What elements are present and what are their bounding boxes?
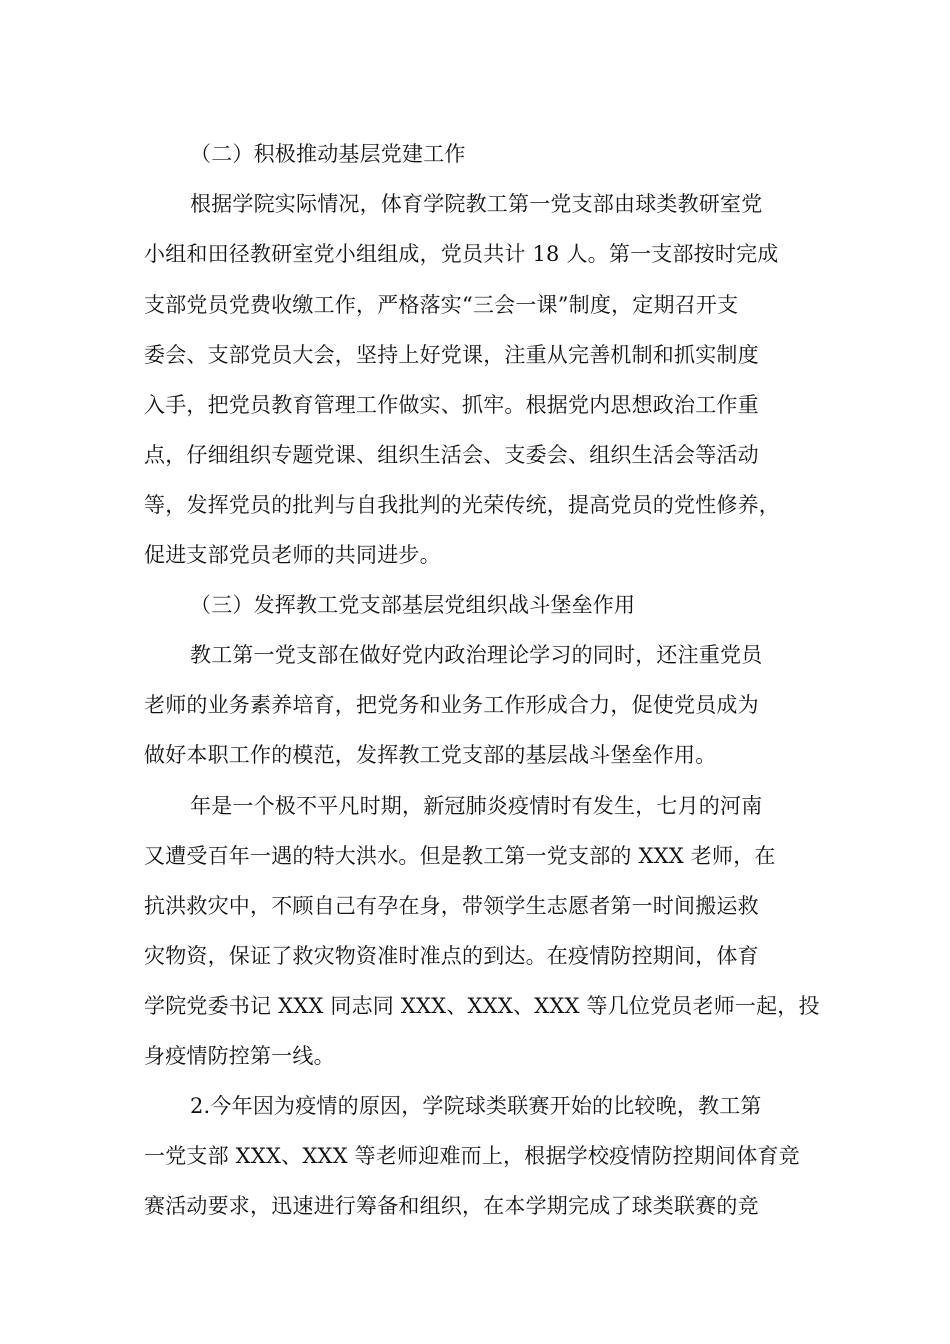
- paragraph-line: 抗洪救灾中，不顾自己有孕在身，带领学生志愿者第一时间搬运救: [144, 894, 759, 918]
- paragraph-line: 委会、支部党员大会，坚持上好党课，注重从完善机制和抓实制度: [144, 343, 759, 367]
- paragraph-line: 2.今年因为疫情的原因，学院球类联赛开始的比较晚，教工第: [190, 1094, 762, 1118]
- paragraph-line: 灾物资，保证了救灾物资准时准点的到达。在疫情防控期间，体育: [144, 944, 759, 968]
- paragraph-line: 促进支部党员老师的共同进步。: [144, 543, 441, 567]
- paragraph-line: 做好本职工作的模范，发挥教工党支部的基层战斗堡垒作用。: [144, 743, 717, 767]
- paragraph-line: 又遭受百年一遇的特大洪水。但是教工第一党支部的 XXX 老师，在: [144, 844, 776, 868]
- section-heading-2: （二）积极推动基层党建工作: [190, 142, 466, 166]
- paragraph-line: 身疫情防控第一线。: [144, 1044, 335, 1068]
- paragraph-line: 一党支部 XXX、XXX 等老师迎难而上，根据学校疫情防控期间体育竞: [144, 1144, 800, 1168]
- paragraph-line: 入手，把党员教育管理工作做实、抓牢。根据党内思想政治工作重: [144, 393, 759, 417]
- paragraph-line: 小组和田径教研室党小组组成，党员共计 18 人。第一支部按时完成: [144, 242, 779, 266]
- paragraph-line: 点，仔细组织专题党课、组织生活会、支委会、组织生活会等活动: [144, 443, 759, 467]
- paragraph-line: 教工第一党支部在做好党内政治理论学习的同时，还注重党员: [190, 643, 763, 667]
- paragraph-line: 等，发挥党员的批判与自我批判的光荣传统，提高党员的党性修养，: [144, 493, 780, 517]
- paragraph-line: 老师的业务素养培育，把党务和业务工作形成合力，促使党员成为: [144, 693, 759, 717]
- paragraph-line: 赛活动要求，迅速进行筹备和组织，在本学期完成了球类联赛的竞: [144, 1194, 759, 1218]
- paragraph-line: 学院党委书记 XXX 同志同 XXX、XXX、XXX 等几位党员老师一起，投: [144, 994, 820, 1018]
- paragraph-line: 年是一个极不平凡时期，新冠肺炎疫情时有发生，七月的河南: [190, 794, 763, 818]
- paragraph-line: 根据学院实际情况，体育学院教工第一党支部由球类教研室党: [190, 192, 763, 216]
- section-heading-3: （三）发挥教工党支部基层党组织战斗堡垒作用: [190, 593, 636, 617]
- paragraph-line: 支部党员党费收缴工作，严格落实“三会一课”制度，定期召开支: [144, 293, 739, 317]
